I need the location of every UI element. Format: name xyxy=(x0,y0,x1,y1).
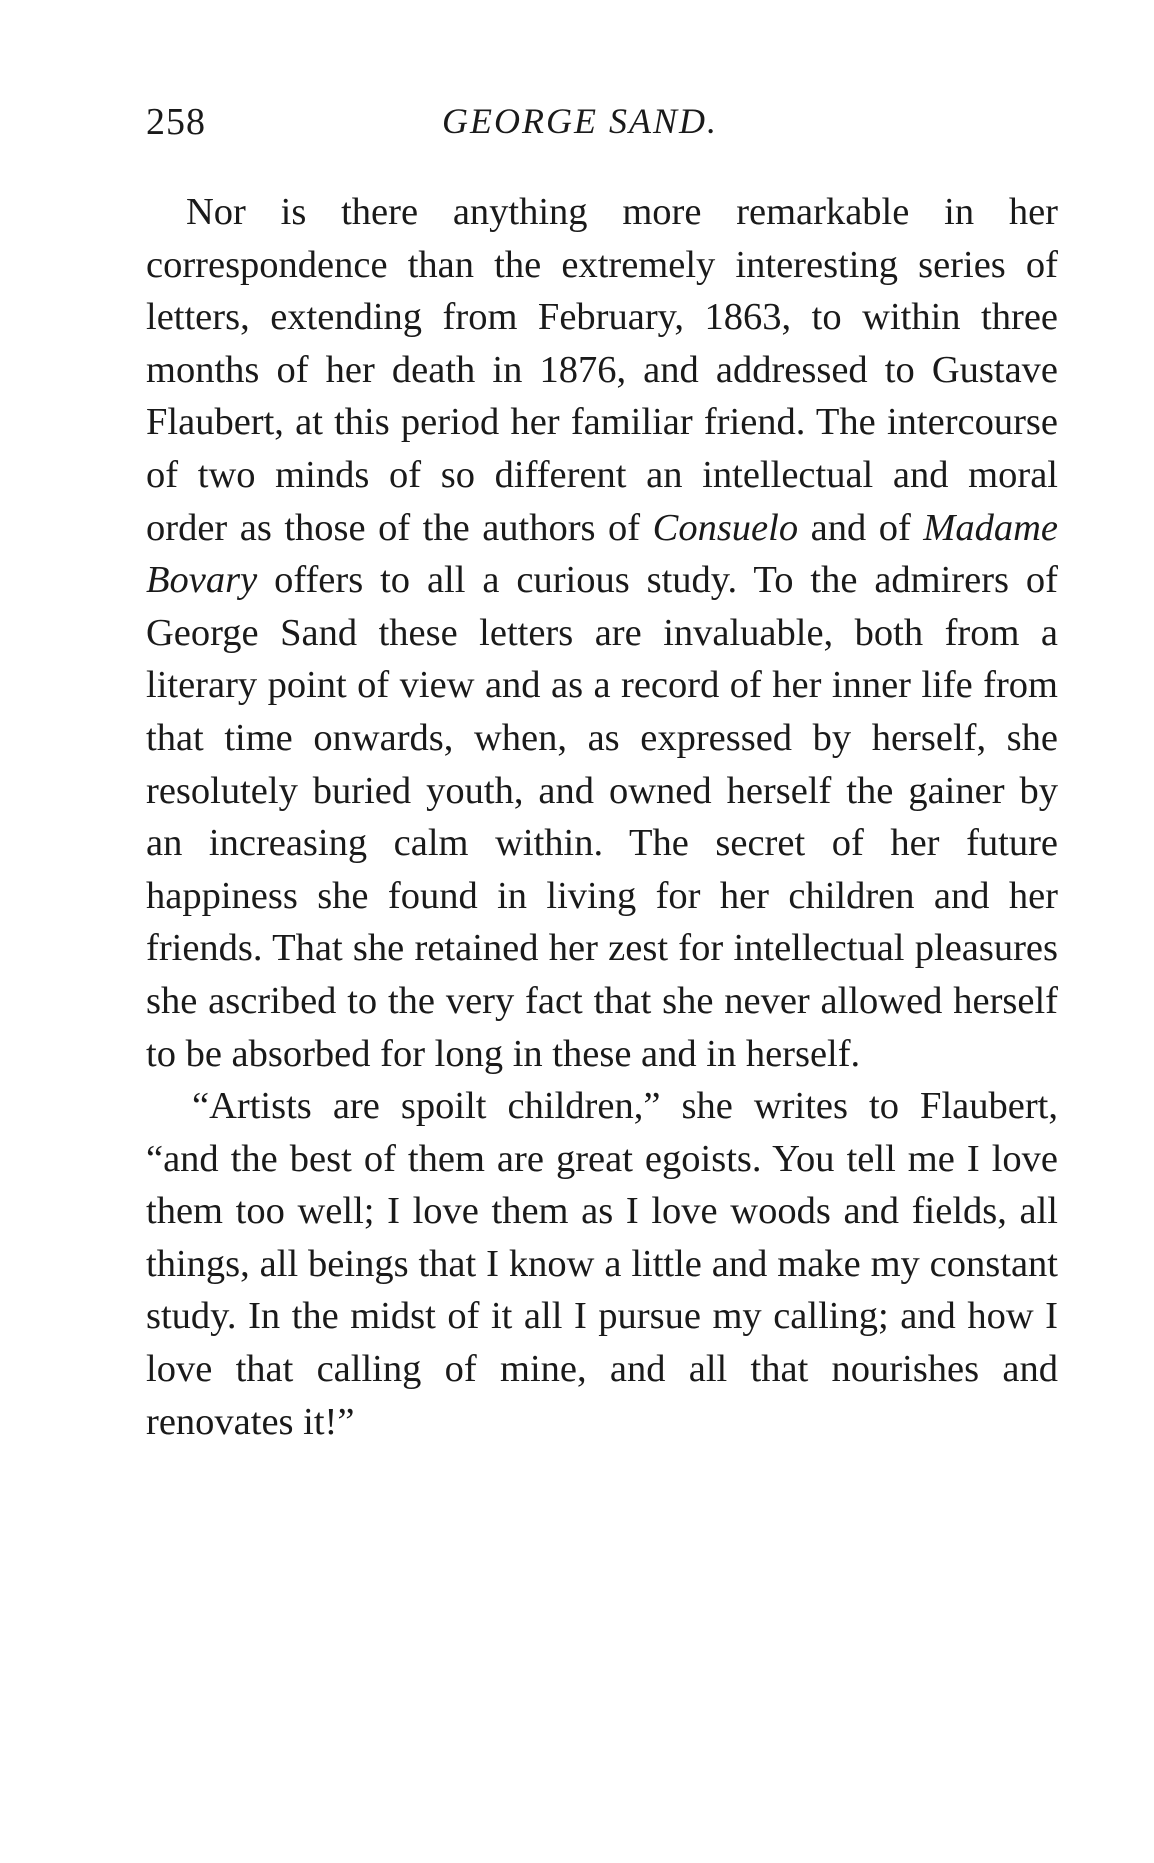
running-title: GEORGE SAND. xyxy=(442,101,718,141)
page-number: 258 xyxy=(146,101,206,143)
paragraph-lead-text: Nor is there anything more remarkable in her correspondence than the extremely interesting series of letters, extending from February, 1863, to within three months of her death in 1876, and addressed to Gustave Flaubert, at this period her familiar friend. The intercourse of two minds of so different an intellectual and moral order as those of the authors of xyxy=(146,191,1058,549)
body-text xyxy=(146,186,1058,1448)
paragraph-artists-quote: “Artists are spoilt children,” she writes to Flaubert, “and the best of them are great egoists. You tell me I love them too well; I love them as I love woods and fields, all things, all beings that I know a little and make my constant study. In the midst of it all I pursue my calling; and how I love that calling of mine, and all that nourishes and renovates it!” xyxy=(146,1085,1058,1443)
book-title-consuelo: Consuelo xyxy=(652,506,799,549)
paragraph-tail-text: offers to all a curious study. To the admirers of George Sand these letters are invaluable, both from a literary point of view and as a record of her inner life from that time onwards, when, as expressed by herself, she resolutely buried youth, and owned herself the gainer by an increasing calm within. The secret of her future happiness she found in living for her children and her friends. That she retained her zest for intellectual pleasures she ascribed to the very fact that she never allowed herself to be absorbed for long in these and in herself. xyxy=(146,559,1058,1075)
paragraph-mid-text: and of xyxy=(798,506,924,549)
paragraph-flaubert-letters xyxy=(146,186,1058,1080)
book-title-madame-bovary: Madame Bovary xyxy=(146,506,1058,602)
page-header xyxy=(146,100,1056,150)
